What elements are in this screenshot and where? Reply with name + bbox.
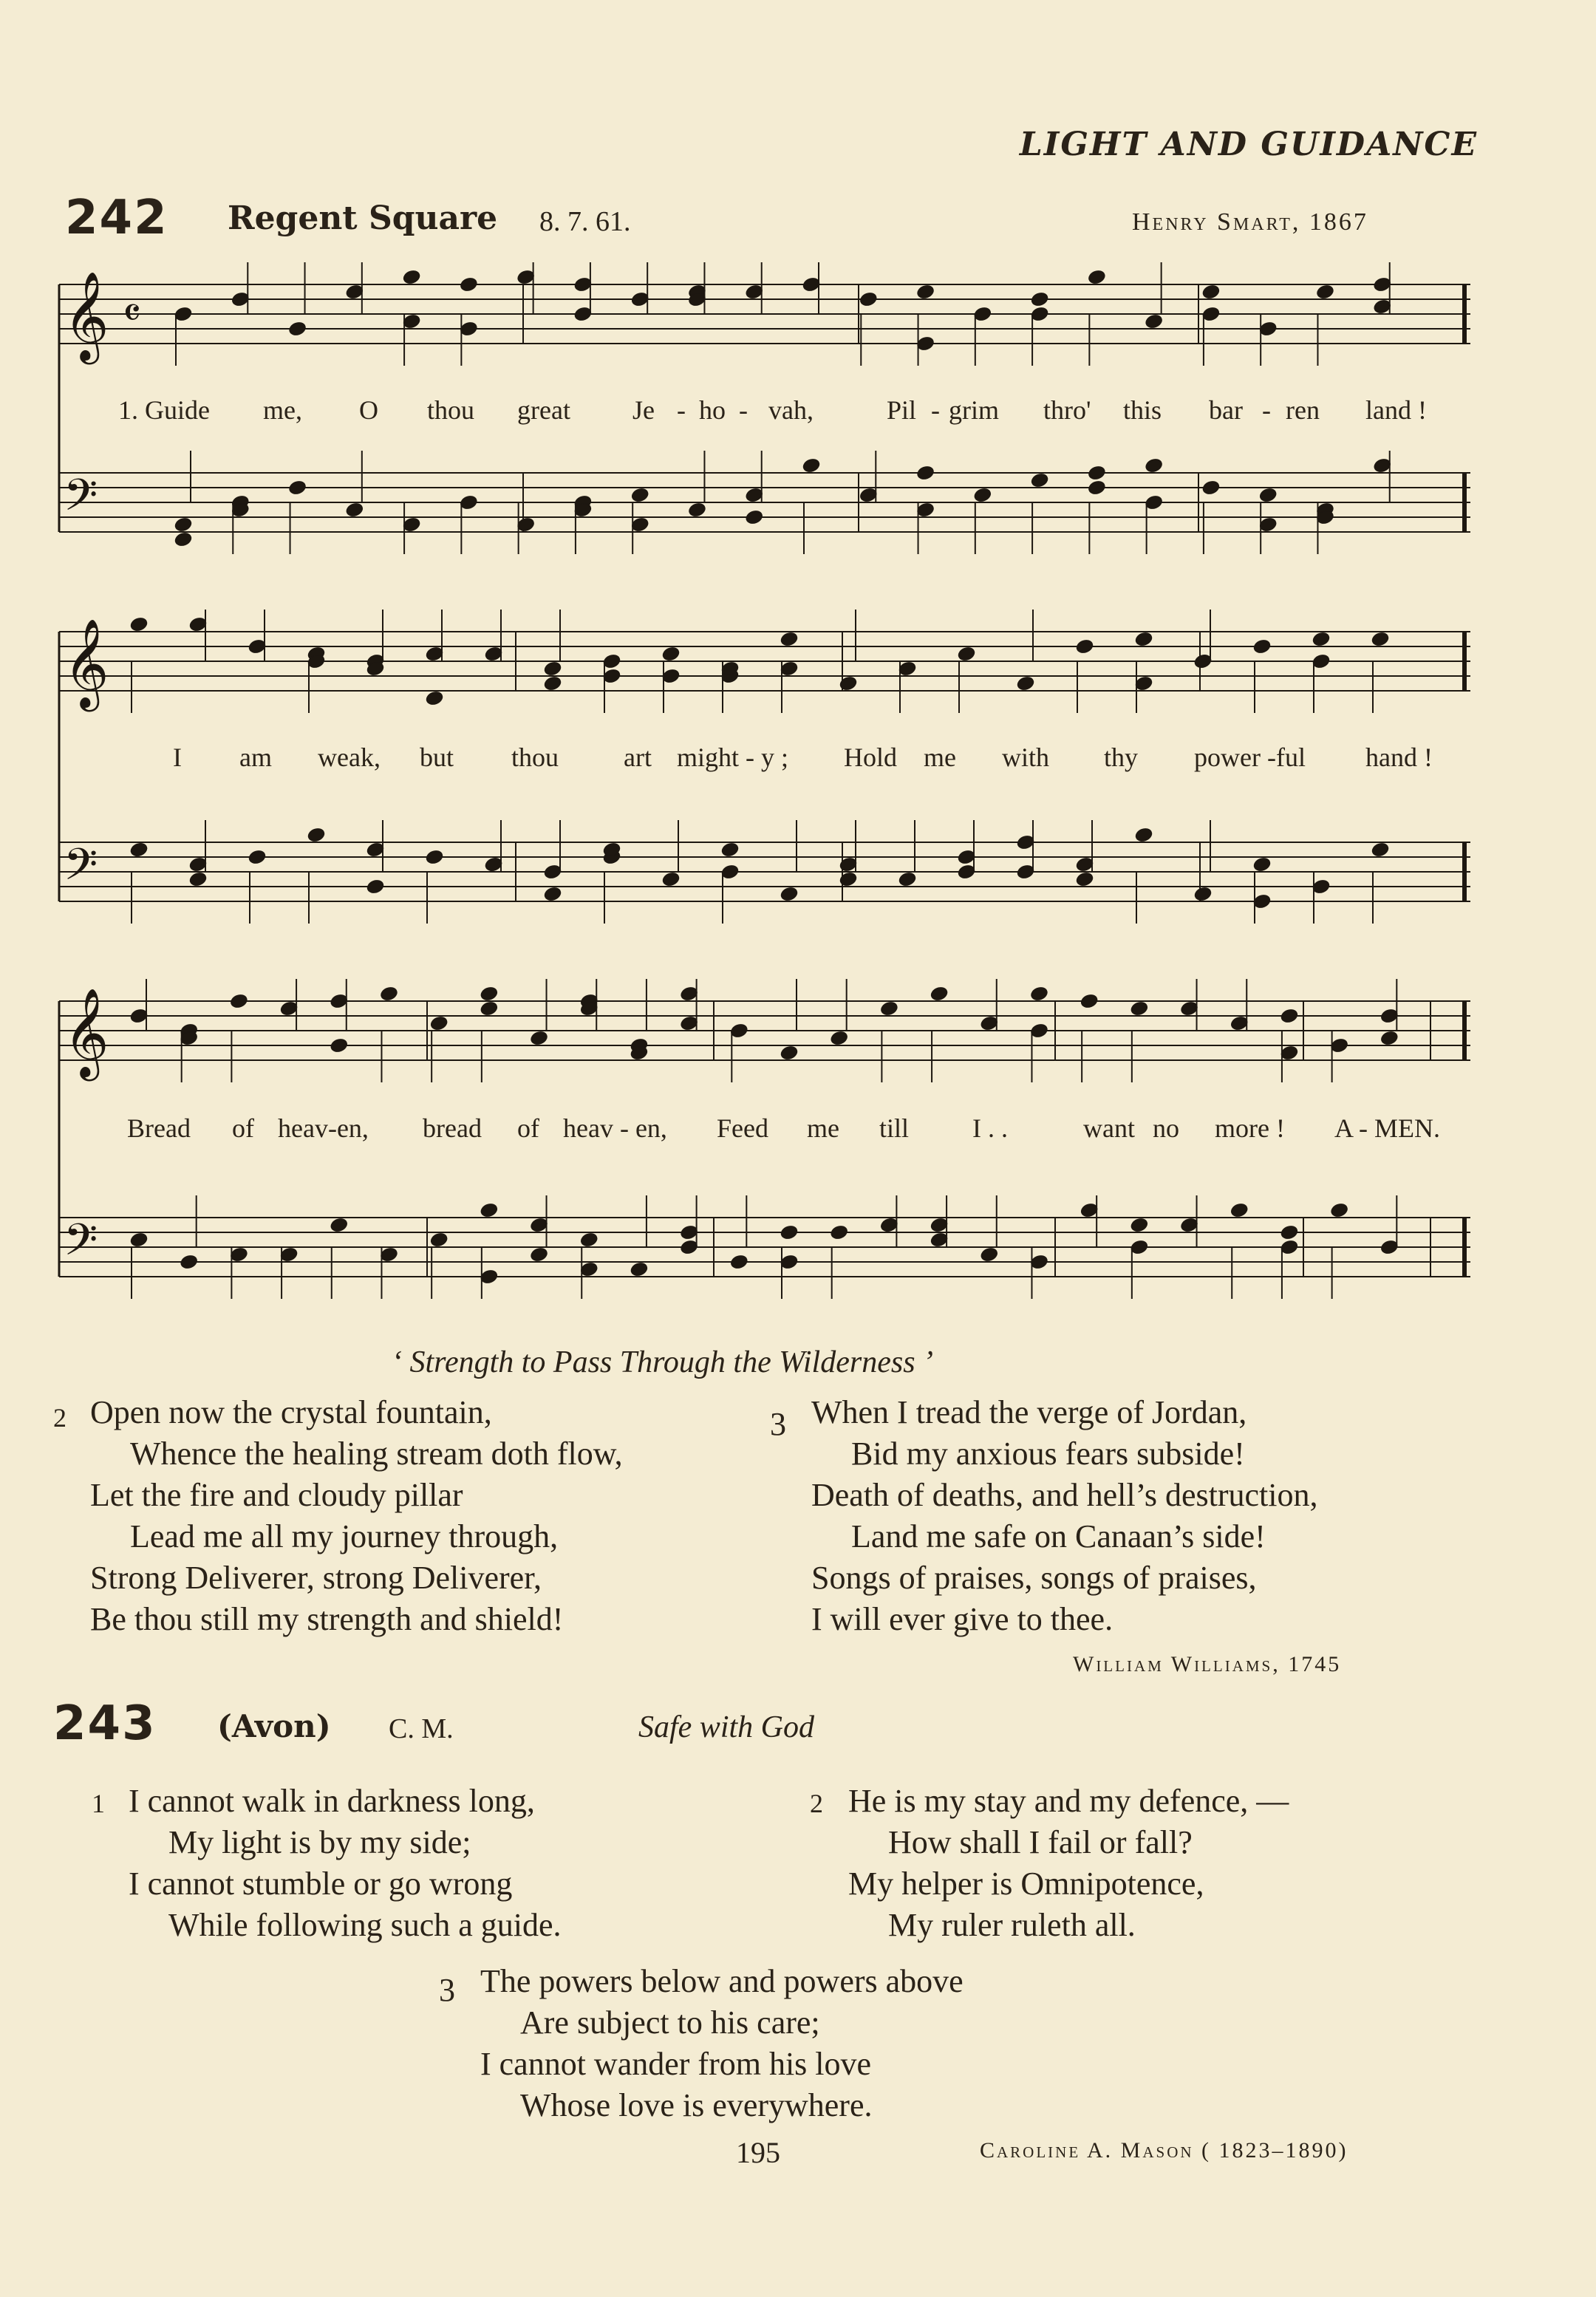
- note-head: [287, 321, 307, 338]
- hymn-242-composer: Henry Smart, 1867: [1132, 208, 1368, 236]
- note-head: [973, 487, 992, 504]
- note-head: [248, 849, 267, 866]
- verse-line: Strong Deliverer, strong Deliverer,: [90, 1560, 542, 1596]
- note-head: [1016, 675, 1035, 692]
- lyric-syllable: no: [1153, 1113, 1179, 1143]
- hymn-243-author: Caroline A. Mason ( 1823–1890): [980, 2138, 1348, 2163]
- note-head: [1380, 1030, 1399, 1047]
- hymn-243-number: 243: [53, 1696, 157, 1751]
- note-head: [1280, 1224, 1299, 1241]
- note-head: [129, 842, 149, 859]
- lyric-syllable: -: [1262, 395, 1271, 425]
- lyric-syllable: till: [879, 1113, 910, 1143]
- lyric-syllable: Je: [632, 395, 655, 425]
- note-head: [1201, 479, 1221, 496]
- hymn-242-tune-name: Regent Square: [228, 199, 498, 237]
- note-head: [543, 661, 562, 678]
- note-head: [579, 1232, 598, 1249]
- note-head: [661, 646, 681, 663]
- treble-clef-icon: 𝄞: [64, 270, 109, 361]
- note-head: [839, 871, 858, 888]
- note-head: [780, 1224, 799, 1241]
- lyric-syllable: hand !: [1365, 743, 1433, 772]
- note-head: [480, 986, 499, 1003]
- note-head: [780, 631, 799, 648]
- note-head: [1130, 1217, 1149, 1234]
- verse-line: He is my stay and my defence, —: [848, 1783, 1289, 1819]
- note-head: [1030, 291, 1049, 308]
- lyric-syllable: land !: [1365, 395, 1427, 425]
- verse-line: I cannot stumble or go wrong: [129, 1866, 513, 1902]
- note-head: [425, 690, 444, 707]
- hymn-243-verse-2: [848, 1781, 1289, 1946]
- hymn-243-meter: C. M.: [389, 1713, 454, 1744]
- note-head: [780, 1045, 799, 1062]
- note-head: [1087, 465, 1106, 482]
- note-head: [915, 465, 935, 482]
- lyric-syllable: vah,: [768, 395, 814, 425]
- note-head: [915, 284, 935, 301]
- lyric-syllable: power -ful: [1194, 743, 1306, 772]
- verse-line: Whence the healing stream doth flow,: [130, 1436, 623, 1472]
- verse-line: Bid my anxious fears subside!: [851, 1436, 1245, 1472]
- verse-number: 2: [810, 1789, 823, 1818]
- note-head: [379, 986, 398, 1003]
- treble-clef-icon: 𝄞: [64, 618, 109, 708]
- hymn-243-verse-3: [480, 1961, 964, 2126]
- note-head: [429, 1015, 449, 1032]
- lyric-syllable: of: [517, 1113, 539, 1143]
- note-head: [1130, 1000, 1149, 1017]
- verse-line: My light is by my side;: [168, 1824, 471, 1860]
- note-head: [543, 886, 562, 903]
- note-head: [366, 878, 385, 895]
- note-head: [229, 993, 248, 1010]
- note-head: [898, 871, 917, 888]
- verse-line: Death of deaths, and hell’s destruction,: [811, 1477, 1318, 1513]
- verse-line: My ruler ruleth all.: [888, 1907, 1136, 1943]
- lyric-syllable: grim: [949, 395, 999, 425]
- verse-line: Lead me all my journey through,: [130, 1518, 559, 1554]
- lyric-syllable: -: [931, 395, 940, 425]
- lyric-syllable: Hold: [844, 743, 897, 772]
- note-head: [480, 1202, 499, 1219]
- verse-line: I cannot walk in darkness long,: [129, 1783, 535, 1819]
- note-head: [480, 1000, 499, 1017]
- bass-clef-icon: 𝄢: [64, 1214, 98, 1276]
- note-head: [1080, 993, 1099, 1010]
- lyric-syllable: art: [624, 743, 652, 772]
- lyric-syllable: this: [1123, 395, 1162, 425]
- note-head: [1134, 631, 1153, 648]
- time-signature-icon: 𝄴: [123, 290, 142, 338]
- verse-line: Be thou still my strength and shield!: [90, 1601, 564, 1637]
- lyric-syllable: me,: [263, 395, 302, 425]
- lyric-syllable: more !: [1215, 1113, 1285, 1143]
- note-head: [1087, 479, 1106, 496]
- note-head: [661, 871, 681, 888]
- page-number: 195: [736, 2136, 780, 2169]
- lyric-syllable: I . .: [972, 1113, 1008, 1143]
- lyric-syllable: might - y ;: [677, 743, 788, 772]
- note-head: [859, 291, 878, 308]
- bass-clef-icon: 𝄢: [64, 839, 98, 901]
- hymn-243-title: Safe with God: [638, 1710, 814, 1744]
- bass-clef-icon: 𝄢: [64, 469, 98, 531]
- verse-line: How shall I fail or fall?: [888, 1824, 1193, 1860]
- lyric-syllable: me: [924, 743, 956, 772]
- lyric-syllable: with: [1002, 743, 1050, 772]
- note-head: [729, 1254, 748, 1271]
- note-head: [459, 276, 478, 293]
- note-head: [1201, 284, 1221, 301]
- note-head: [1145, 313, 1164, 330]
- lyric-syllable: -: [739, 395, 748, 425]
- note-head: [529, 1246, 548, 1263]
- note-head: [1230, 1202, 1249, 1219]
- lyric-syllable: great: [517, 395, 570, 425]
- note-head: [429, 1232, 449, 1249]
- verse-number: 1: [92, 1789, 105, 1818]
- note-head: [1134, 827, 1153, 844]
- lyric-syllable: bar: [1209, 395, 1243, 425]
- note-head: [802, 457, 821, 474]
- note-head: [188, 871, 208, 888]
- verse-line: Are subject to his care;: [520, 2004, 820, 2041]
- note-head: [1330, 1202, 1349, 1219]
- hymn-242-verse-3: [811, 1392, 1317, 1640]
- note-head: [174, 516, 193, 533]
- note-head: [830, 1030, 849, 1047]
- lyric-syllable: bread: [423, 1113, 482, 1143]
- lyric-syllable: thou: [427, 395, 475, 425]
- note-head: [839, 675, 858, 692]
- note-head: [1371, 842, 1390, 859]
- lyric-syllable: -: [677, 395, 686, 425]
- note-head: [307, 827, 326, 844]
- hymn-242-number: 242: [65, 191, 168, 245]
- note-head: [957, 646, 976, 663]
- note-head: [529, 1030, 548, 1047]
- note-head: [1252, 856, 1272, 873]
- section-heading: LIGHT AND GUIDANCE: [1019, 126, 1478, 163]
- lyric-syllable: I: [173, 743, 182, 772]
- note-head: [980, 1246, 999, 1263]
- note-head: [1193, 886, 1213, 903]
- note-head: [1145, 457, 1164, 474]
- note-head: [1258, 487, 1278, 504]
- note-head: [1315, 284, 1334, 301]
- hymn-242-verse-2: [90, 1392, 623, 1640]
- verse-line: Open now the crystal fountain,: [90, 1394, 492, 1430]
- verse-number: 3: [439, 1972, 455, 2008]
- note-head: [129, 616, 149, 633]
- verse-line: While following such a guide.: [168, 1907, 562, 1943]
- note-head: [830, 1224, 849, 1241]
- lyric-syllable: ren: [1286, 395, 1320, 425]
- note-head: [174, 531, 193, 548]
- note-head: [1280, 1008, 1299, 1025]
- lyric-syllable: 1. Guide: [118, 395, 210, 425]
- hymn-242-author: William Williams, 1745: [1073, 1652, 1342, 1676]
- note-head: [930, 986, 949, 1003]
- lyric-syllable: heav - en,: [563, 1113, 667, 1143]
- note-head: [630, 1261, 649, 1278]
- lyric-syllable: Bread: [127, 1113, 191, 1143]
- note-head: [1029, 986, 1048, 1003]
- note-head: [687, 502, 706, 519]
- note-head: [287, 479, 307, 496]
- lyric-syllable: O: [359, 395, 378, 425]
- note-head: [720, 842, 740, 859]
- verse-line: Songs of praises, songs of praises,: [811, 1560, 1257, 1596]
- lyric-syllable: thy: [1104, 743, 1139, 772]
- lyric-syllable: thro': [1043, 395, 1091, 425]
- verse-line: The powers below and powers above: [480, 1963, 964, 1999]
- note-head: [630, 487, 649, 504]
- note-head: [180, 1254, 199, 1271]
- verse-number: 3: [770, 1406, 786, 1442]
- verse-line: Whose love is everywhere.: [520, 2087, 873, 2123]
- note-head: [1252, 638, 1272, 655]
- hymn-243-verse-1: [129, 1781, 562, 1946]
- lyric-syllable: thou: [511, 743, 559, 772]
- treble-clef-icon: 𝄞: [64, 987, 109, 1077]
- note-head: [330, 1037, 349, 1054]
- hymn-242-caption: ‘ Strength to Pass Through the Wilderness ’: [392, 1345, 934, 1379]
- lyric-syllable: of: [232, 1113, 254, 1143]
- lyric-syllable: want: [1083, 1113, 1135, 1143]
- note-head: [543, 675, 562, 692]
- note-head: [1030, 472, 1049, 489]
- note-head: [1075, 638, 1094, 655]
- note-head: [425, 849, 444, 866]
- hymn-242-meter: 8. 7. 61.: [539, 206, 631, 237]
- verse-number: 2: [53, 1403, 66, 1433]
- note-head: [345, 502, 364, 519]
- note-head: [745, 509, 764, 526]
- verse-line: I will ever give to thee.: [811, 1601, 1114, 1637]
- note-head: [780, 886, 799, 903]
- note-head: [1371, 631, 1390, 648]
- hymn-243-tune-name: (Avon): [217, 1708, 331, 1744]
- verse-line: I cannot wander from his love: [480, 2046, 872, 2082]
- note-head: [129, 1232, 149, 1249]
- verse-line: My helper is Omnipotence,: [848, 1866, 1204, 1902]
- lyric-syllable: but: [420, 743, 454, 772]
- note-head: [1075, 871, 1094, 888]
- lyric-syllable: am: [239, 743, 272, 772]
- lyric-syllable: A - MEN.: [1334, 1113, 1440, 1143]
- verse-line: Land me safe on Canaan’s side!: [851, 1518, 1266, 1554]
- lyric-syllable: Pil: [887, 395, 917, 425]
- lyric-syllable: me: [807, 1113, 839, 1143]
- lyric-syllable: weak,: [318, 743, 381, 772]
- note-head: [330, 1217, 349, 1234]
- note-head: [1312, 631, 1331, 648]
- note-head: [1087, 269, 1106, 286]
- lyric-syllable: Feed: [717, 1113, 768, 1143]
- note-head: [402, 269, 421, 286]
- verse-line: When I tread the verge of Jordan,: [811, 1394, 1247, 1430]
- verse-line: Let the fire and cloudy pillar: [90, 1477, 463, 1513]
- note-head: [879, 1000, 898, 1017]
- lyric-syllable: heav-en,: [278, 1113, 369, 1143]
- lyric-syllable: ho: [699, 395, 726, 425]
